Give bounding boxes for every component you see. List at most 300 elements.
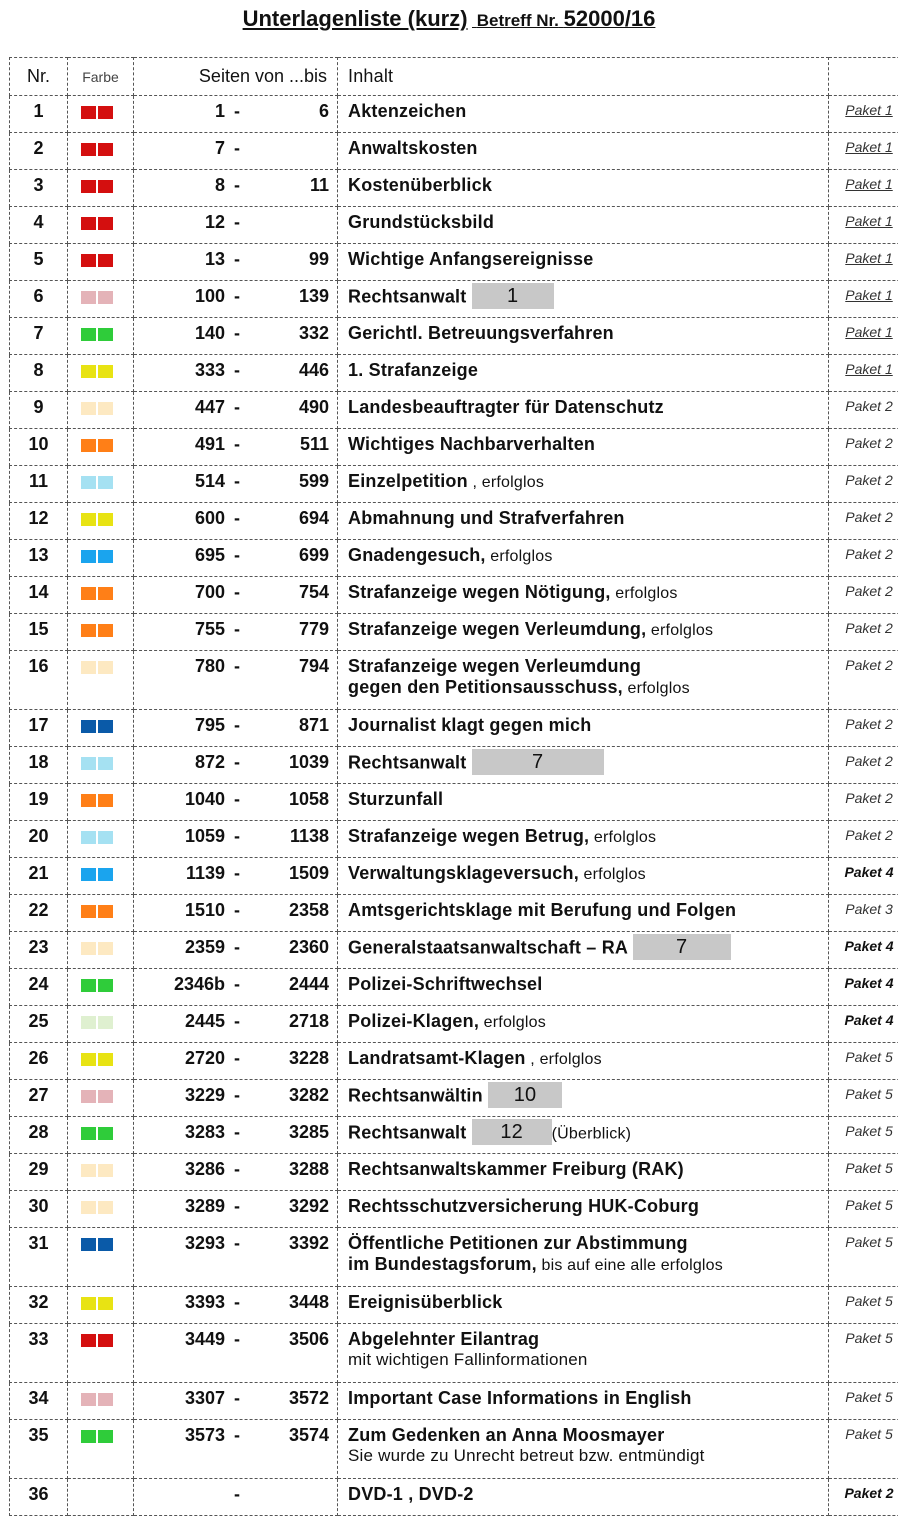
content-cell (338, 392, 829, 429)
redacted-count-box: 7 (633, 934, 731, 960)
content-cell (338, 133, 829, 170)
color-swatch (98, 513, 113, 526)
color-swatches (68, 281, 133, 309)
row-number: 10 (10, 429, 68, 466)
color-swatches (68, 614, 133, 642)
page-to: 694 (299, 508, 329, 529)
content-note: , erfolglos (526, 1051, 602, 1068)
color-swatches (68, 747, 133, 775)
color-swatches (68, 1117, 133, 1145)
content-text: Zum Gedenken an Anna Moosmayer (348, 1425, 664, 1445)
table-row (10, 540, 898, 577)
color-swatch (81, 942, 96, 955)
page-from: 8 (215, 175, 225, 196)
page-dash: - (234, 752, 240, 773)
color-swatch (81, 794, 96, 807)
table-row (10, 784, 898, 821)
color-swatch (98, 720, 113, 733)
color-swatches (68, 1324, 133, 1352)
content-note: erfolglos (479, 1014, 546, 1031)
paket-cell (829, 170, 898, 207)
color-cell (68, 932, 134, 969)
row-number: 2 (10, 133, 68, 170)
paket-cell (829, 503, 898, 540)
paket-label[interactable]: Paket 1 (845, 324, 892, 340)
paket-label[interactable]: Paket 1 (845, 176, 892, 192)
paket-label[interactable]: Paket 1 (845, 102, 892, 118)
color-cell (68, 133, 134, 170)
page-dash: - (234, 1159, 240, 1180)
color-swatch (98, 1297, 113, 1310)
page-from: 780 (195, 656, 225, 677)
paket-cell (829, 1420, 898, 1479)
color-swatches (68, 1080, 133, 1108)
page-to: 779 (299, 619, 329, 640)
page-dash: - (234, 323, 240, 344)
page-range (134, 1287, 338, 1324)
page-to: 6 (319, 101, 329, 122)
page-to: 3288 (289, 1159, 329, 1180)
content-note: erfolglos (611, 585, 678, 602)
page-from: 700 (195, 582, 225, 603)
page-to: 3572 (289, 1388, 329, 1409)
content-cell (338, 1228, 829, 1287)
paket-label[interactable]: Paket 1 (845, 213, 892, 229)
page-dash: - (234, 175, 240, 196)
color-swatch (98, 979, 113, 992)
page-dash: - (234, 101, 240, 122)
color-swatch (98, 794, 113, 807)
color-swatch (81, 550, 96, 563)
paket-cell (829, 1080, 898, 1117)
paket-label: Paket 2 (845, 398, 892, 414)
page-range (134, 1117, 338, 1154)
row-number: 35 (10, 1420, 68, 1479)
redacted-count-box: 7 (472, 749, 604, 775)
page-to: 1058 (289, 789, 329, 810)
content-text: 1. Strafanzeige (348, 360, 478, 380)
content-text: Important Case Informations in English (348, 1388, 692, 1408)
row-number: 12 (10, 503, 68, 540)
color-cell (68, 821, 134, 858)
table-row (10, 895, 898, 932)
color-cell (68, 281, 134, 318)
page-to: 3448 (289, 1292, 329, 1313)
color-cell (68, 429, 134, 466)
paket-cell (829, 318, 898, 355)
content-line-2: mit wichtigen Fallinformationen (348, 1350, 828, 1370)
paket-cell (829, 96, 898, 133)
color-swatch (98, 106, 113, 119)
page-from: 447 (195, 397, 225, 418)
color-swatch (81, 1016, 96, 1029)
paket-label[interactable]: Paket 1 (845, 139, 892, 155)
page-range (134, 747, 338, 784)
color-swatch (81, 1393, 96, 1406)
row-number: 20 (10, 821, 68, 858)
paket-cell (829, 614, 898, 651)
table-row (10, 1080, 898, 1117)
paket-cell (829, 858, 898, 895)
page-to: 2718 (289, 1011, 329, 1032)
paket-cell (829, 540, 898, 577)
content-text: Grundstücksbild (348, 212, 494, 232)
page-range (134, 858, 338, 895)
color-cell (68, 244, 134, 281)
page-from: 2720 (185, 1048, 225, 1069)
page-to: 699 (299, 545, 329, 566)
content-cell (338, 1324, 829, 1383)
color-cell (68, 614, 134, 651)
color-cell (68, 1287, 134, 1324)
content-text: Ereignisüberblick (348, 1292, 502, 1312)
page-range (134, 1420, 338, 1479)
paket-label: Paket 4 (844, 938, 893, 954)
paket-cell (829, 355, 898, 392)
page-from: 3449 (185, 1329, 225, 1350)
page-dash: - (234, 1425, 240, 1446)
color-swatch (81, 1090, 96, 1103)
page-from: 795 (195, 715, 225, 736)
content-text: Öffentliche Petitionen zur Abstimmung (348, 1233, 688, 1253)
page-to: 3392 (289, 1233, 329, 1254)
content-text: Wichtige Anfangsereignisse (348, 249, 593, 269)
color-swatch (98, 1393, 113, 1406)
paket-label[interactable]: Paket 1 (845, 287, 892, 303)
table-row (10, 1324, 898, 1383)
content-note: erfolglos (589, 829, 656, 846)
page-from: 600 (195, 508, 225, 529)
paket-label: Paket 5 (845, 1330, 892, 1346)
paket-label: Paket 2 (845, 546, 892, 562)
content-text: Strafanzeige wegen Verleumdung, (348, 619, 646, 639)
page-to: 11 (310, 175, 329, 196)
header-inhalt: Inhalt (338, 58, 829, 96)
page-to: 332 (299, 323, 329, 344)
page-range (134, 821, 338, 858)
page-range (134, 96, 338, 133)
content-text: Wichtiges Nachbarverhalten (348, 434, 595, 454)
color-swatch (98, 587, 113, 600)
paket-cell (829, 1324, 898, 1383)
table-row (10, 1479, 898, 1516)
table-row (10, 1383, 898, 1420)
paket-cell (829, 392, 898, 429)
page-dash: - (234, 582, 240, 603)
table-row (10, 932, 898, 969)
row-number: 31 (10, 1228, 68, 1287)
content-cell (338, 355, 829, 392)
page-from: 514 (195, 471, 225, 492)
page-dash: - (234, 619, 240, 640)
paket-cell (829, 281, 898, 318)
color-swatch (81, 1127, 96, 1140)
row-number: 16 (10, 651, 68, 710)
page-from: 3283 (185, 1122, 225, 1143)
redacted-count-box: 12 (472, 1119, 552, 1145)
row-number: 26 (10, 1043, 68, 1080)
color-cell (68, 577, 134, 614)
row-number: 6 (10, 281, 68, 318)
color-swatches (68, 355, 133, 383)
content-cell (338, 1043, 829, 1080)
page-to: 2360 (289, 937, 329, 958)
page-dash: - (234, 826, 240, 847)
table-row (10, 244, 898, 281)
page-range (134, 207, 338, 244)
content-cell (338, 1383, 829, 1420)
color-swatch (98, 143, 113, 156)
content-cell (338, 1191, 829, 1228)
color-swatch (98, 550, 113, 563)
color-swatches (68, 651, 133, 679)
color-swatches (68, 318, 133, 346)
color-swatch (81, 439, 96, 452)
content-cell (338, 96, 829, 133)
paket-label: Paket 4 (844, 975, 893, 991)
page-range (134, 710, 338, 747)
color-swatch (81, 979, 96, 992)
paket-label: Paket 2 (845, 716, 892, 732)
row-number: 5 (10, 244, 68, 281)
page-range (134, 1191, 338, 1228)
page-from: 7 (215, 138, 225, 159)
header-farbe: Farbe (68, 58, 134, 96)
color-swatches (68, 244, 133, 272)
page-to: 446 (299, 360, 329, 381)
color-swatches (68, 1191, 133, 1219)
color-cell (68, 1324, 134, 1383)
color-cell (68, 969, 134, 1006)
color-cell (68, 466, 134, 503)
paket-cell (829, 466, 898, 503)
paket-cell (829, 651, 898, 710)
paket-label: Paket 5 (845, 1049, 892, 1065)
color-swatch (81, 217, 96, 230)
row-number: 22 (10, 895, 68, 932)
table-row (10, 96, 898, 133)
document-title (0, 6, 898, 32)
page-range (134, 1324, 338, 1383)
content-text: Abmahnung und Strafverfahren (348, 508, 625, 528)
color-swatch (81, 757, 96, 770)
color-swatch (98, 1201, 113, 1214)
paket-cell (829, 1006, 898, 1043)
content-cell (338, 170, 829, 207)
row-number: 29 (10, 1154, 68, 1191)
page-dash: - (234, 656, 240, 677)
content-text: Rechtsanwältin (348, 1085, 483, 1105)
page-dash: - (234, 715, 240, 736)
page-from: 333 (195, 360, 225, 381)
content-cell (338, 710, 829, 747)
content-cell (338, 244, 829, 281)
table-row (10, 318, 898, 355)
title-main: Unterlagenliste (kurz) (243, 6, 468, 31)
row-number: 25 (10, 1006, 68, 1043)
page-from: 2346b (174, 974, 225, 995)
color-swatches (68, 429, 133, 457)
page-dash: - (234, 1329, 240, 1350)
row-number: 24 (10, 969, 68, 1006)
row-number: 34 (10, 1383, 68, 1420)
row-number: 17 (10, 710, 68, 747)
table-row (10, 392, 898, 429)
page-to: 599 (299, 471, 329, 492)
paket-label: Paket 5 (845, 1426, 892, 1442)
color-swatches (68, 1287, 133, 1315)
paket-label: Paket 2 (845, 472, 892, 488)
content-cell (338, 821, 829, 858)
color-swatch (81, 1164, 96, 1177)
color-swatches (68, 577, 133, 605)
table-row (10, 577, 898, 614)
paket-label: Paket 2 (845, 509, 892, 525)
paket-label[interactable]: Paket 1 (845, 250, 892, 266)
color-swatch (81, 1053, 96, 1066)
page-range (134, 355, 338, 392)
color-cell (68, 1080, 134, 1117)
color-swatch (98, 1430, 113, 1443)
paket-cell (829, 429, 898, 466)
content-cell (338, 969, 829, 1006)
table-row (10, 503, 898, 540)
content-text: Generalstaatsanwaltschaft – RA (348, 937, 627, 957)
color-cell (68, 1420, 134, 1479)
paket-label[interactable]: Paket 1 (845, 361, 892, 377)
row-number: 8 (10, 355, 68, 392)
content-cell (338, 1006, 829, 1043)
page-range (134, 614, 338, 651)
color-swatch (98, 328, 113, 341)
page-from: 3307 (185, 1388, 225, 1409)
content-text: Aktenzeichen (348, 101, 466, 121)
content-cell (338, 577, 829, 614)
content-note: erfolglos (646, 622, 713, 639)
color-cell (68, 895, 134, 932)
page-from: 13 (205, 249, 225, 270)
color-swatches (68, 932, 133, 960)
paket-label: Paket 2 (845, 583, 892, 599)
color-swatches (68, 466, 133, 494)
table-row (10, 614, 898, 651)
paket-cell (829, 1117, 898, 1154)
page-range (134, 577, 338, 614)
paket-label: Paket 2 (844, 1485, 893, 1501)
row-number: 36 (10, 1479, 68, 1516)
subject-number: 52000/16 (564, 6, 656, 31)
page-range (134, 651, 338, 710)
page-range (134, 784, 338, 821)
content-cell (338, 1117, 829, 1154)
content-text: DVD-1 , DVD-2 (348, 1484, 474, 1504)
page-dash: - (234, 1233, 240, 1254)
content-cell (338, 281, 829, 318)
color-swatch (81, 476, 96, 489)
page-to: 3282 (289, 1085, 329, 1106)
color-cell (68, 540, 134, 577)
row-number: 9 (10, 392, 68, 429)
page-from: 140 (195, 323, 225, 344)
color-swatch (98, 217, 113, 230)
paket-label: Paket 4 (844, 1012, 893, 1028)
page-dash: - (234, 212, 240, 233)
paket-cell (829, 244, 898, 281)
content-cell (338, 932, 829, 969)
paket-cell (829, 932, 898, 969)
paket-cell (829, 577, 898, 614)
content-cell (338, 466, 829, 503)
row-number: 28 (10, 1117, 68, 1154)
color-swatch (81, 1201, 96, 1214)
content-note: (Überblick) (552, 1125, 632, 1142)
paket-cell (829, 133, 898, 170)
paket-label: Paket 2 (845, 827, 892, 843)
color-swatches (68, 1420, 133, 1448)
page-to: 139 (299, 286, 329, 307)
color-swatch (98, 402, 113, 415)
color-swatches (68, 895, 133, 923)
table-row (10, 821, 898, 858)
paket-cell (829, 1228, 898, 1287)
page-from: 1059 (185, 826, 225, 847)
color-swatch (81, 587, 96, 600)
redacted-count-box: 10 (488, 1082, 562, 1108)
table-row (10, 1420, 898, 1479)
page-from: 1 (215, 101, 225, 122)
row-number: 13 (10, 540, 68, 577)
color-swatch (81, 661, 96, 674)
content-cell (338, 747, 829, 784)
color-swatch (81, 402, 96, 415)
paket-label: Paket 5 (845, 1086, 892, 1102)
table-row (10, 1043, 898, 1080)
color-swatches (68, 710, 133, 738)
content-text: Landesbeauftragter für Datenschutz (348, 397, 664, 417)
paket-cell (829, 821, 898, 858)
page-to: 99 (309, 249, 329, 270)
table-row (10, 858, 898, 895)
color-swatch (98, 1238, 113, 1251)
page-dash: - (234, 900, 240, 921)
color-cell (68, 1191, 134, 1228)
color-cell (68, 392, 134, 429)
color-swatch (81, 513, 96, 526)
page-from: 755 (195, 619, 225, 640)
color-cell (68, 96, 134, 133)
page-to: 3228 (289, 1048, 329, 1069)
page-dash: - (234, 545, 240, 566)
page-dash: - (234, 1085, 240, 1106)
row-number: 32 (10, 1287, 68, 1324)
page-range (134, 1383, 338, 1420)
color-swatches (68, 170, 133, 198)
page-from: 3293 (185, 1233, 225, 1254)
content-text: Gerichtl. Betreuungsverfahren (348, 323, 614, 343)
content-note: erfolglos (486, 548, 553, 565)
page-dash: - (234, 937, 240, 958)
content-text: Kostenüberblick (348, 175, 492, 195)
page-range (134, 429, 338, 466)
page-to: 1138 (290, 826, 329, 847)
paket-label: Paket 2 (845, 620, 892, 636)
paket-cell (829, 895, 898, 932)
color-cell (68, 1383, 134, 1420)
paket-cell (829, 784, 898, 821)
paket-label: Paket 2 (845, 435, 892, 451)
page-from: 12 (205, 212, 225, 233)
row-number: 7 (10, 318, 68, 355)
